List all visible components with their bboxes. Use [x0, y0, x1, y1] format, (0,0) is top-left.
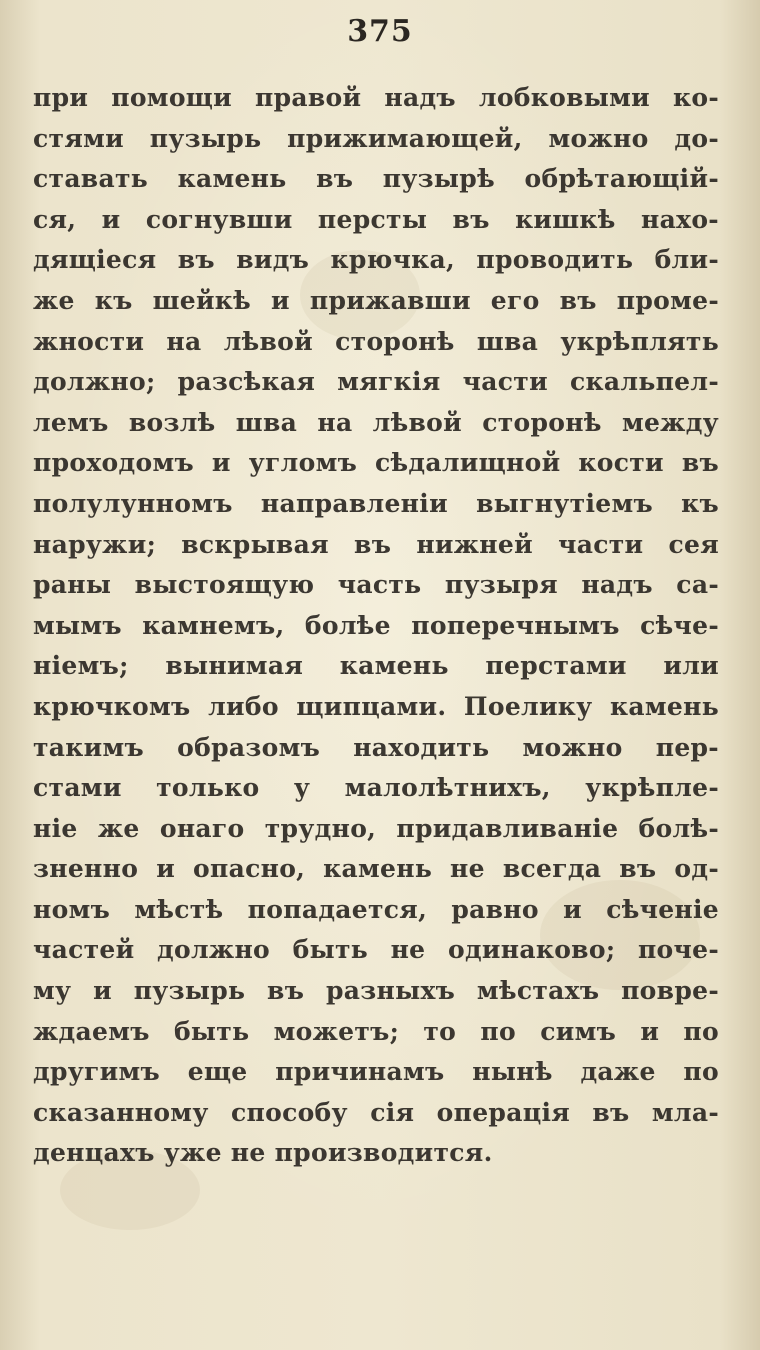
text-line: ніемъ; вынимая камень перстами или — [33, 651, 719, 681]
text-line: зненно и опасно, камень не всегда въ од- — [33, 854, 719, 884]
text-line: жности на лѣвой сторонѣ шва укрѣплять — [33, 326, 719, 356]
text-line: же къ шейкѣ и прижавши его въ проме- — [33, 285, 719, 315]
text-line: проходомъ и угломъ сѣдалищной кости въ — [33, 448, 719, 478]
text-line: ся, и согнувши персты въ кишкѣ нахо- — [33, 204, 719, 234]
text-line: должно; разсѣкая мягкія части скальпел- — [33, 367, 719, 397]
text-line: крючкомъ либо щипцами. Поелику камень — [33, 691, 719, 721]
text-line: стами только у малолѣтнихъ, укрѣпле- — [33, 773, 719, 803]
text-line: ніе же онаго трудно, придавливаніе болѣ- — [33, 813, 719, 843]
text-line: раны выстоящую часть пузыря надъ са- — [33, 570, 719, 600]
text-line: дящіеся въ видъ крючка, проводить бли- — [33, 245, 719, 275]
text-line: частей должно быть не одинаково; поче- — [33, 935, 719, 965]
text-line: стями пузырь прижимающей, можно до- — [33, 123, 719, 153]
text-line: ставать камень въ пузырѣ обрѣтающій- — [33, 164, 719, 194]
text-line: номъ мѣстѣ попадается, равно и сѣченіе — [33, 894, 719, 924]
text-line: сказанному способу сія операція въ мла- — [33, 1097, 719, 1127]
text-line: му и пузырь въ разныхъ мѣстахъ повре- — [33, 976, 719, 1006]
text-line: такимъ образомъ находить можно пер- — [33, 732, 719, 762]
text-line: наружи; вскрывая въ нижней части сея — [33, 529, 719, 559]
text-line: ждаемъ быть можетъ; то по симъ и по — [33, 1016, 719, 1046]
text-line: полулунномъ направленіи выгнутіемъ къ — [33, 488, 719, 518]
page-number: 375 — [347, 14, 413, 49]
text-line: мымъ камнемъ, болѣе поперечнымъ сѣче- — [33, 610, 719, 640]
text-line: денцахъ уже не производится. — [33, 1138, 493, 1168]
body-text — [33, 78, 719, 1174]
text-line: при помощи правой надъ лобковыми ко- — [33, 83, 719, 112]
text-line: другимъ еще причинамъ нынѣ даже по — [33, 1057, 719, 1087]
text-line: лемъ возлѣ шва на лѣвой сторонѣ между — [33, 407, 719, 437]
